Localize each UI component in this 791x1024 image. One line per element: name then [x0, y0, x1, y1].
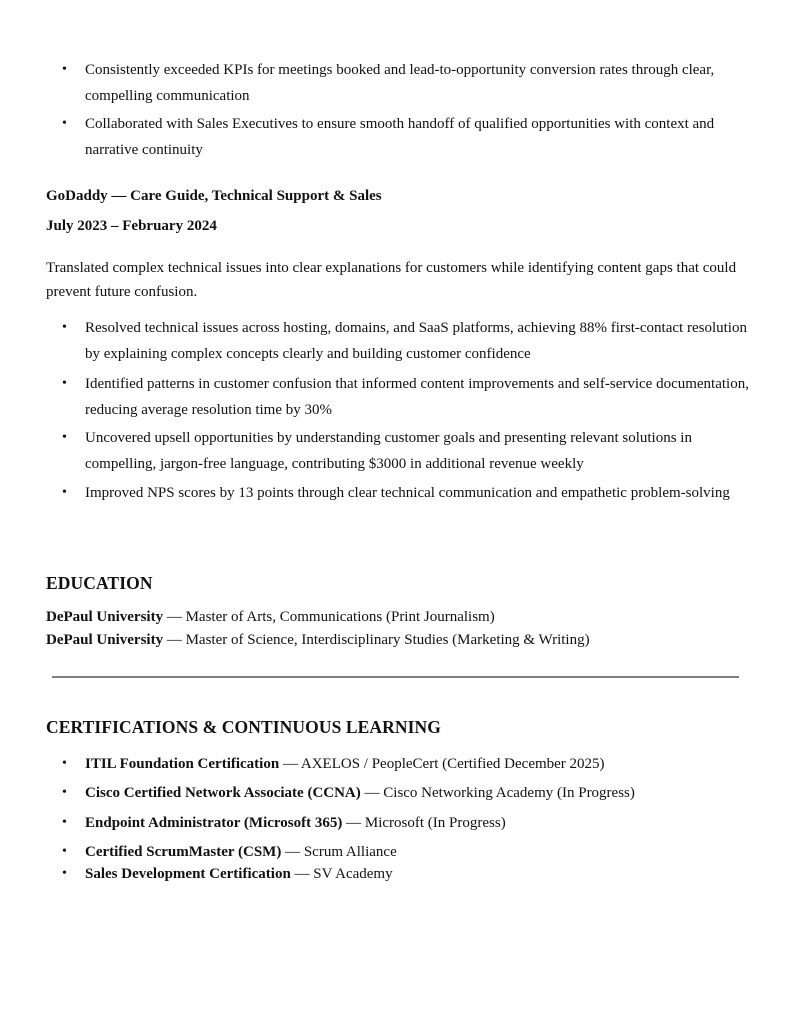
cert-detail: AXELOS / PeopleCert (Certified December 2025) [300, 756, 605, 772]
list-item [62, 812, 506, 834]
list-item [62, 57, 755, 109]
bullet-icon: • [62, 756, 67, 771]
list-item [62, 425, 755, 477]
cert-detail: Microsoft (In Progress) [364, 815, 506, 831]
list-item [62, 782, 635, 804]
job-title: GoDaddy — Care Guide, Technical Support & Sales [46, 188, 382, 204]
bullet-icon: • [62, 844, 67, 859]
bullet-text: Identified patterns in customer confusion that informed content improvements and self-service documentation, reducing average resolution time by 30% [85, 376, 749, 418]
cert-detail: Scrum Alliance [303, 844, 397, 860]
bullet-text: Improved NPS scores by 13 points through clear technical communication and empathetic problem-solving [85, 485, 730, 501]
education-entry [46, 606, 495, 628]
list-item [62, 315, 755, 367]
separator: — [342, 815, 365, 831]
bullet-icon: • [62, 815, 67, 830]
cert-name: ITIL Foundation Certification [85, 756, 280, 772]
list-item [62, 371, 755, 423]
bullet-icon: • [62, 116, 67, 131]
separator: — [281, 844, 304, 860]
certifications-heading: CERTIFICATIONS & CONTINUOUS LEARNING [46, 717, 442, 737]
list-item [62, 111, 755, 163]
separator: — [163, 609, 186, 625]
education-entry [46, 629, 590, 651]
bullet-icon: • [62, 62, 67, 77]
bullet-icon: • [62, 785, 67, 800]
list-item [62, 841, 397, 863]
separator: — [360, 785, 384, 801]
job-dates: July 2023 – February 2024 [46, 218, 217, 234]
bullet-icon: • [62, 320, 67, 335]
bullet-text: Uncovered upsell opportunities by understanding customer goals and presenting relevant solutions in compelling, jargon-free language, contributing $3000 in additional revenue weekly [85, 430, 692, 472]
school-name: DePaul University [46, 609, 164, 625]
cert-name: Sales Development Certification [85, 866, 291, 882]
cert-name: Certified ScrumMaster (CSM) [85, 844, 282, 860]
school-name: DePaul University [46, 632, 164, 648]
separator: — [290, 866, 314, 882]
separator: — [163, 632, 186, 648]
list-item [62, 480, 755, 506]
bullet-icon: • [62, 376, 67, 391]
cert-detail: SV Academy [313, 866, 393, 882]
bullet-icon: • [62, 430, 67, 445]
horizontal-divider [52, 676, 739, 678]
job-summary: Translated complex technical issues into clear explanations for customers while identifying content gaps that could prevent future confusion. [46, 260, 737, 300]
cert-detail: Cisco Networking Academy (In Progress) [383, 785, 635, 801]
degree: Master of Science, Interdisciplinary Studies (Marketing & Writing) [185, 632, 590, 648]
bullet-icon: • [62, 866, 67, 881]
list-item [62, 753, 605, 775]
bullet-text: Collaborated with Sales Executives to ensure smooth handoff of qualified opportunities with context and narrative continuity [85, 116, 715, 158]
bullet-text: Resolved technical issues across hosting, domains, and SaaS platforms, achieving 88% first-contact resolution by explaining complex concepts clearly and building customer confidence [85, 320, 747, 362]
degree: Master of Arts, Communications (Print Journalism) [185, 609, 495, 625]
list-item [62, 863, 393, 885]
bullet-text: Consistently exceeded KPIs for meetings booked and lead-to-opportunity conversion rates through clear, compelling communication [85, 62, 715, 104]
education-heading: EDUCATION [46, 573, 153, 593]
cert-name: Endpoint Administrator (Microsoft 365) [85, 815, 343, 831]
cert-name: Cisco Certified Network Associate (CCNA) [85, 785, 361, 801]
separator: — [279, 756, 301, 772]
bullet-icon: • [62, 485, 67, 500]
